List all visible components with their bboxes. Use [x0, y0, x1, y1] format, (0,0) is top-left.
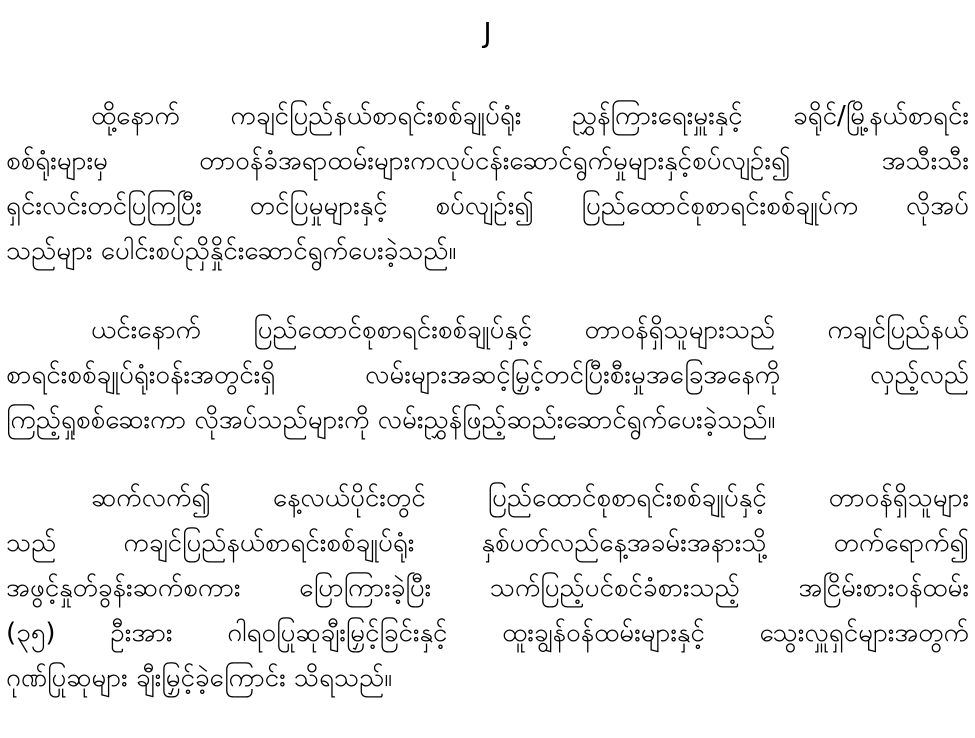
text-line: ရှင်းလင်းတင်ပြကြပြီး တင်ပြမှုများနှင့် စပ်လျဉ်း၍ ပြည်ထောင်စုစာရင်းစစ်ချုပ်က လိုအပ် [6, 191, 969, 221]
page-number: J [483, 16, 492, 49]
paragraph-2 [6, 308, 969, 443]
paragraph-1 [6, 94, 969, 274]
text-line: ဆက်လက်၍ နေ့လယ်ပိုင်းတွင် ပြည်ထောင်စုစာရင်းစစ်ချုပ်နှင့် တာဝန်ရှိသူများ [91, 483, 969, 513]
text-line: ဂုဏ်ပြုဆုများ ချီးမြှင့်ခဲ့ကြောင်း သိရသည်။ [6, 663, 393, 693]
text-line: ကြည့်ရှုစစ်ဆေးကာ လိုအပ်သည်များကို လမ်းညွှန်ဖြည့်ဆည်းဆောင်ရွက်ပေးခဲ့သည်။ [6, 405, 776, 435]
text-line: (၃၅) ဦးအား ဂါရဝပြုဆုချီးမြှင့်ခြင်းနှင့် ထူးချွန်ဝန်ထမ်းများနှင့် သွေးလှူရှင်များအတွက် [6, 618, 969, 648]
text-line: ထို့နောက် ကချင်ပြည်နယ်စာရင်းစစ်ချုပ်ရုံး ညွှန်ကြားရေးမှူးနှင့် ခရိုင်/မြို့နယ်စာရင်း [91, 101, 969, 131]
text-line: စစ်ရုံးများမှ တာဝန်ခံအရာထမ်းများကလုပ်ငန်းဆောင်ရွက်မှုများနှင့်စပ်လျဉ်း၍ အသီးသီး [6, 146, 969, 176]
document-page [0, 16, 975, 738]
paragraph-3 [6, 476, 969, 701]
text-line: သည် ကချင်ပြည်နယ်စာရင်းစစ်ချုပ်ရုံး နှစ်ပတ်လည်နေ့အခမ်းအနားသို့ တက်ရောက်၍ [6, 528, 969, 558]
text-line: သည်များ ပေါင်းစပ်ညှိနှိုင်းဆောင်ရွက်ပေးခဲ့သည်။ [6, 236, 457, 266]
text-line: ယင်းနောက် ပြည်ထောင်စုစာရင်းစစ်ချုပ်နှင့် တာဝန်ရှိသူများသည် ကချင်ပြည်နယ် [91, 315, 969, 345]
text-line: အဖွင့်နှုတ်ခွန်းဆက်စကား ပြောကြားခဲ့ပြီး သက်ပြည့်ပင်စင်ခံစားသည့် အငြိမ်းစားဝန်ထမ်း [6, 573, 969, 603]
text-line: စာရင်းစစ်ချုပ်ရုံးဝန်းအတွင်းရှိ လမ်းများအဆင့်မြှင့်တင်ပြီးစီးမှုအခြေအနေကို လှည့်လည် [6, 360, 969, 390]
